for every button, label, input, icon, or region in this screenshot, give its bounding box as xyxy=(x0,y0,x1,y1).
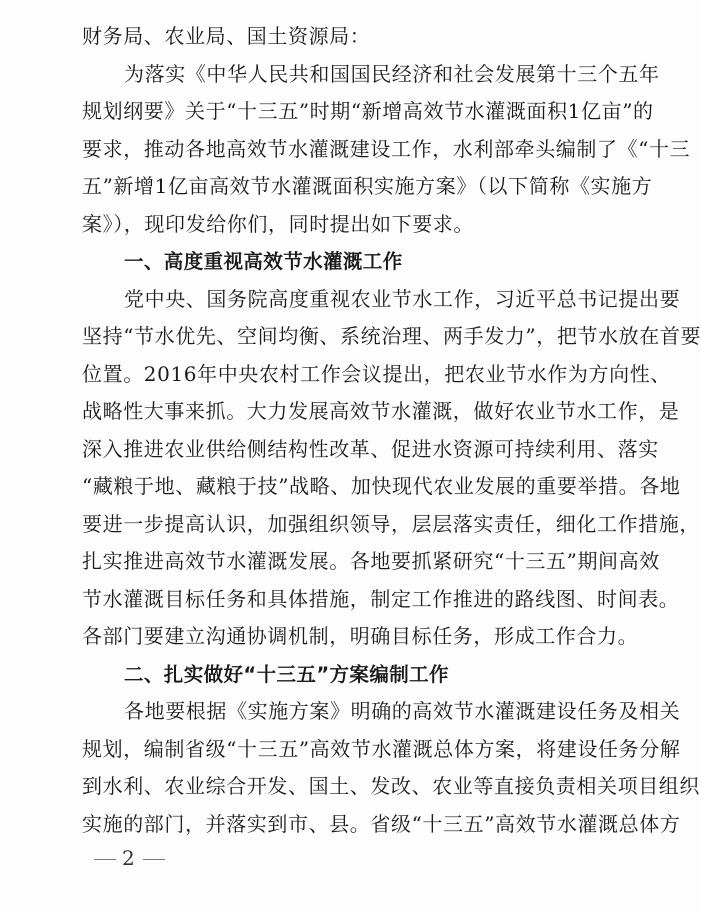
text-line: 节水灌溉目标任务和具体措施，制定工作推进的路线图、时间表。 xyxy=(82,586,680,611)
text-line: 规划，编制省级“十三五”高效节水灌溉总体方案，将建设任务分解 xyxy=(82,736,681,761)
page-number-value: 2 xyxy=(122,846,137,870)
text-line: 要进一步提高认识，加强组织领导，层层落实责任，细化工作措施， xyxy=(82,511,700,536)
section-heading-1: 一、高度重视高效节水灌溉工作 xyxy=(124,250,403,273)
text-line: 各地要根据《实施方案》明确的高效节水灌溉建设任务及相关 xyxy=(124,699,681,723)
text-line: 各部门要建立沟通协调机制，明确目标任务，形成工作合力。 xyxy=(82,624,639,648)
text-line: 深入推进农业供给侧结构性改革、促进水资源可持续利用、落实 xyxy=(82,436,659,461)
text-line: 规划纲要》关于“十三五”时期“新增高效节水灌溉面积1亿亩”的 xyxy=(82,99,654,123)
text-line: 实施的部门，并落实到市、县。省级“十三五”高效节水灌溉总体方 xyxy=(82,811,681,836)
section-heading-2: 二、扎实做好“十三五”方案编制工作 xyxy=(124,662,449,686)
text-line: 到水利、农业综合开发、国土、发改、农业等直接负责相关项目组织 xyxy=(82,774,700,798)
document-body xyxy=(82,18,701,843)
text-line: 位置。2016年中央农村工作会议提出，把农业节水作为方向性、 xyxy=(82,361,671,386)
page-number-dash-left xyxy=(94,859,116,860)
text-line: 为落实《中华人民共和国国民经济和社会发展第十三个五年 xyxy=(124,61,660,86)
page-number xyxy=(88,846,171,870)
text-line: 扎实推进高效节水灌溉发展。各地要抓紧研究“十三五”期间高效 xyxy=(82,549,660,573)
text-line: 战略性大事来抓。大力发展高效节水灌溉，做好农业节水工作，是 xyxy=(82,399,680,423)
text-line: 坚持“节水优先、空间均衡、系统治理、两手发力”，把节水放在首要 xyxy=(82,324,701,348)
text-line: 财务局、农业局、国土资源局： xyxy=(82,24,371,48)
page-number-dash-right xyxy=(143,859,165,860)
text-line: 案》），现印发给你们，同时提出如下要求。 xyxy=(82,211,474,236)
text-line: 党中央、国务院高度重视农业节水工作，习近平总书记提出要 xyxy=(124,286,681,311)
text-line: 五”新增1亿亩高效节水灌溉面积实施方案》（以下简称《实施方 xyxy=(82,174,653,198)
text-line: “藏粮于地、藏粮于技”战略、加快现代农业发展的重要举措。各地 xyxy=(82,474,681,498)
text-line: 要求，推动各地高效节水灌溉建设工作，水利部牵头编制了《“十三 xyxy=(82,136,691,161)
